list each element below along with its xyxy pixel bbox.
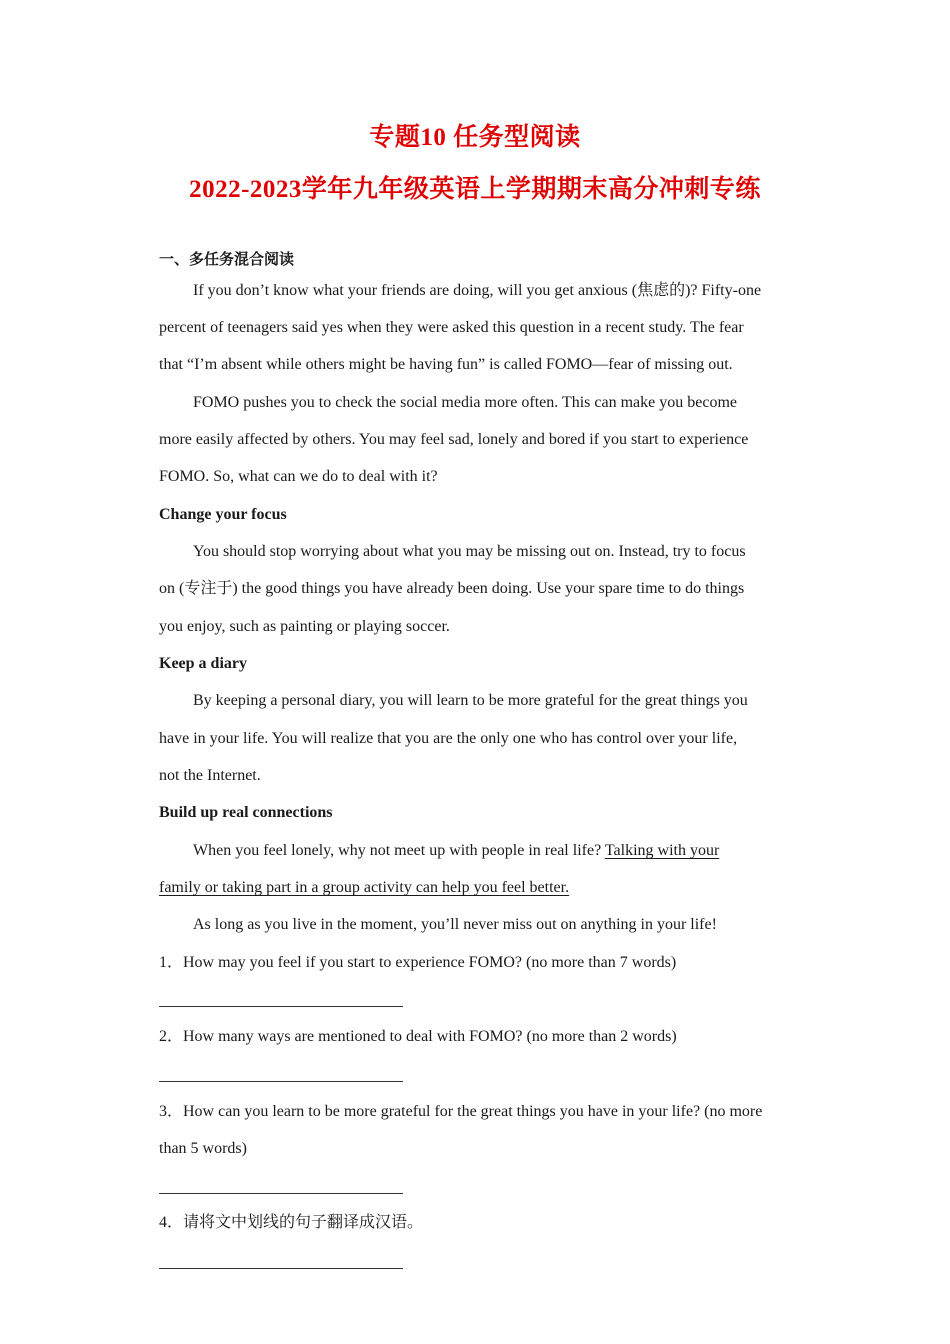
paragraph-line: If you don’t know what your friends are doing, will you get anxious (焦虑的)? Fifty-one	[193, 282, 762, 299]
document-subtitle: 2022-2023学年九年级英语上学期期末高分冲刺专练	[189, 176, 761, 203]
answer-blank-3[interactable]	[159, 1193, 403, 1194]
paragraph-line	[159, 878, 799, 898]
paragraph-line: that “I’m absent while others might be having fun” is called FOMO—fear of missing out.	[159, 356, 733, 373]
paragraph-line: not the Internet.	[159, 767, 261, 784]
answer-blank-4[interactable]	[159, 1268, 403, 1269]
paragraph-text: When you feel lonely, why not meet up with people in real life?	[193, 842, 605, 859]
answer-blank-1[interactable]	[159, 1006, 403, 1007]
paragraph-line: on (专注于) the good things you have already been doing. Use your spare time to do things	[159, 580, 745, 597]
paragraph-line: you enjoy, such as painting or playing soccer.	[159, 618, 450, 635]
underlined-sentence: family or taking part in a group activity can help you feel better.	[159, 879, 570, 896]
question-3: 3．How can you learn to be more grateful for the great things you have in your life? (no more	[159, 1103, 763, 1120]
answer-blank-2[interactable]	[159, 1081, 403, 1082]
question-2: 2．How many ways are mentioned to deal with FOMO? (no more than 2 words)	[159, 1028, 677, 1045]
paragraph-line: FOMO. So, what can we do to deal with it?	[159, 468, 438, 485]
paragraph-line: have in your life. You will realize that you are the only one who has control over your life,	[159, 730, 738, 747]
paragraph-line	[193, 841, 833, 861]
paragraph-line: FOMO pushes you to check the social media more often. This can make you become	[193, 394, 738, 411]
paragraph-line: percent of teenagers said yes when they were asked this question in a recent study. The fear	[159, 319, 744, 336]
question-1: 1．How may you feel if you start to experience FOMO? (no more than 7 words)	[159, 954, 677, 971]
subheading-real-connections: Build up real connections	[159, 804, 333, 821]
document-title: 专题10 任务型阅读	[369, 124, 581, 151]
paragraph-line: As long as you live in the moment, you’ll never miss out on anything in your life!	[193, 916, 717, 933]
underlined-sentence: Talking with your	[604, 842, 720, 859]
subheading-keep-diary: Keep a diary	[159, 655, 247, 672]
paragraph-line: By keeping a personal diary, you will learn to be more grateful for the great things you	[193, 692, 748, 709]
question-4: 4．请将文中划线的句子翻译成汉语。	[159, 1214, 424, 1231]
paragraph-line: You should stop worrying about what you may be missing out on. Instead, try to focus	[193, 543, 746, 560]
subheading-change-focus: Change your focus	[159, 506, 287, 523]
section-heading: 一、多任务混合阅读	[159, 250, 295, 268]
paragraph-line: more easily affected by others. You may feel sad, lonely and bored if you start to experience	[159, 431, 749, 448]
question-3-continued: than 5 words)	[159, 1140, 247, 1157]
